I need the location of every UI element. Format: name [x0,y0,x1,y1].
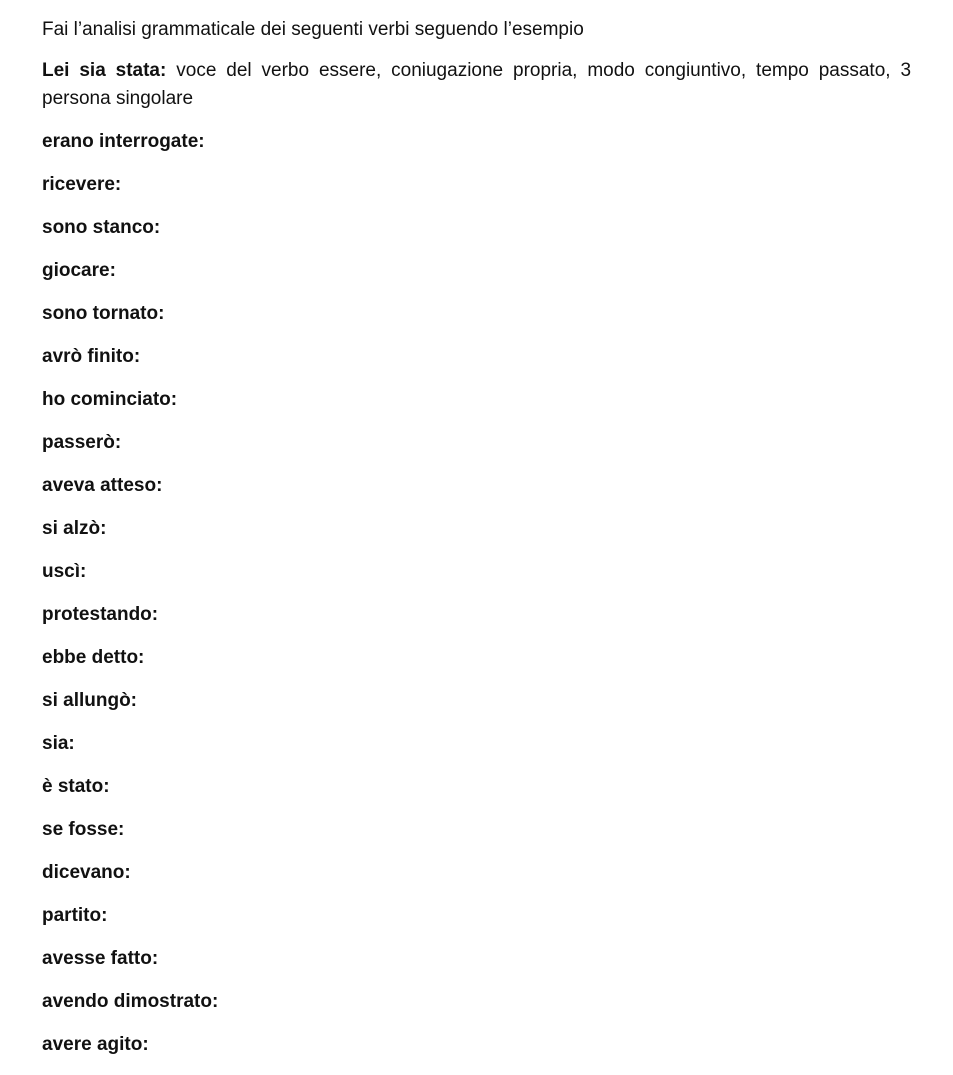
verb-item: partito: [42,905,108,926]
verb-item: è stato: [42,776,110,797]
verb-item: se fosse: [42,819,125,840]
example-term: Lei sia stata: [42,60,167,81]
verb-item: avendo dimostrato: [42,991,219,1012]
verb-item: si allungò: [42,690,137,711]
instruction-text: Fai l’analisi grammaticale dei seguenti verbi seguendo l’esempio [42,19,584,40]
verb-item: aveva atteso: [42,475,163,496]
verb-item: si alzò: [42,518,107,539]
verb-item: avesse fatto: [42,948,159,969]
verb-item: ho cominciato: [42,389,178,410]
verb-item: ricevere: [42,174,122,195]
example-paragraph [42,57,911,113]
verb-item: avere agito: [42,1034,149,1055]
document-page [42,16,911,1074]
verb-item: avrò finito: [42,346,141,367]
verb-item: dicevano: [42,862,131,883]
verb-item: sia: [42,733,75,754]
verb-item: ebbe detto: [42,647,145,668]
example-analysis: voce del verbo essere, coniugazione propria, modo congiuntivo, tempo passato, 3 persona singolare [42,60,912,109]
verb-item: uscì: [42,561,87,582]
verb-item: erano interrogate: [42,131,205,152]
verb-item: giocare: [42,260,116,281]
verb-item: passerò: [42,432,122,453]
verb-list [42,128,911,1074]
verb-item: sono stanco: [42,217,161,238]
verb-item: protestando: [42,604,159,625]
verb-item: sono tornato: [42,303,165,324]
